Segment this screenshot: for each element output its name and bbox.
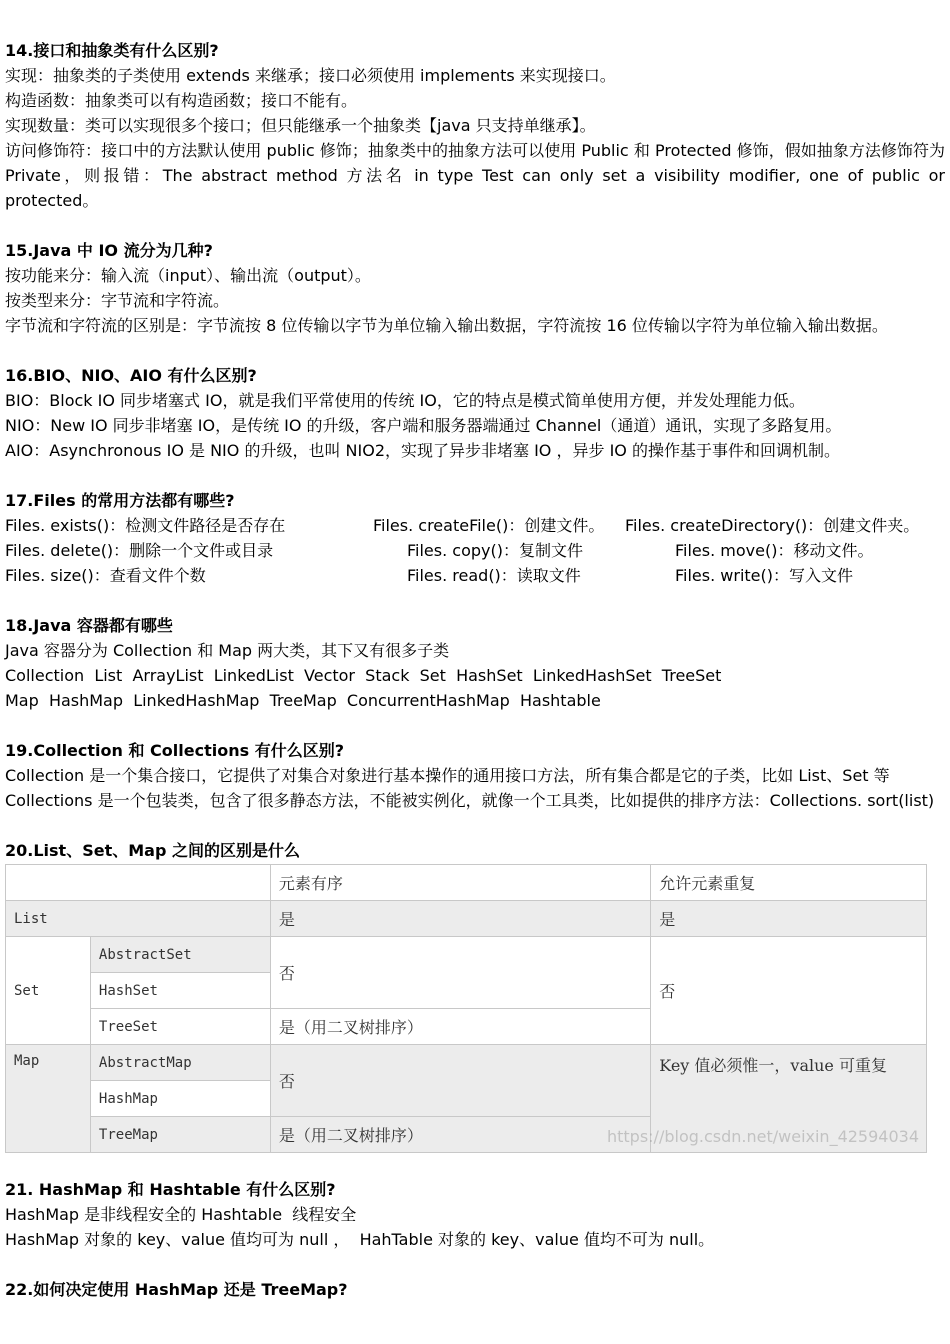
section-17-title: 17.Files 的常用方法都有哪些? [5, 491, 235, 510]
table-subtype-cell: AbstractMap [90, 1045, 270, 1081]
table-cell: 是 [651, 901, 927, 937]
files-method: Files. delete()：删除一个文件或目录 [5, 541, 274, 560]
section-14-title: 14.接口和抽象类有什么区别? [5, 41, 219, 60]
files-method: Files. size()：查看文件个数 [5, 566, 206, 585]
section-18-line: Java 容器分为 Collection 和 Map 两大类，其下又有很多子类 [5, 641, 450, 660]
table-subtype-cell: HashSet [90, 973, 270, 1009]
section-21-line: HashMap 对象的 key、value 值均可为 null ， HahTable 对象的 key、value 值均不可为 null。 [5, 1230, 715, 1249]
section-19-title: 19.Collection 和 Collections 有什么区别? [5, 741, 344, 760]
section-22-title: 22.如何决定使用 HashMap 还是 TreeMap? [5, 1280, 348, 1299]
section-15-line: 按功能来分：输入流（input）、输出流（output）。 [5, 266, 371, 285]
section-14-line: 构造函数：抽象类可以有构造函数；接口不能有。 [5, 91, 358, 110]
table-cell: 是（用二叉树排序） [270, 1009, 650, 1045]
section-20-title: 20.List、Set、Map 之间的区别是什么 [5, 841, 300, 860]
section-18-title: 18.Java 容器都有哪些 [5, 616, 173, 635]
table-cell: 是（用二叉树排序） [270, 1117, 650, 1153]
section-15-line: 字节流和字符流的区别是：字节流按 8 位传输以字节为单位输入输出数据，字符流按 16 位传输以字符为单位输入输出数据。 [5, 316, 888, 335]
table-cell: 是 [270, 901, 650, 937]
section-21-title: 21. HashMap 和 Hashtable 有什么区别? [5, 1180, 336, 1199]
table-cell: 否 [270, 1045, 650, 1117]
section-16-line: BIO：Block IO 同步堵塞式 IO，就是我们平常使用的传统 IO，它的特点是模式简单使用方便，并发处理能力低。 [5, 391, 805, 410]
section-16-line: AIO：Asynchronous IO 是 NIO 的升级，也叫 NIO2，实现了异步非堵塞 IO ，异步 IO 的操作基于事件和回调机制。 [5, 441, 840, 460]
table-subtype-cell: TreeSet [90, 1009, 270, 1045]
section-18-line: Map HashMap LinkedHashMap TreeMap ConcurrentHashMap Hashtable [5, 691, 601, 710]
section-15-title: 15.Java 中 IO 流分为几种? [5, 241, 213, 260]
table-cell: 否 [651, 937, 927, 1045]
table-header-cell: 允许元素重复 [651, 865, 927, 901]
table-subtype-cell: HashMap [90, 1081, 270, 1117]
table-row-label: Map [6, 1045, 91, 1153]
files-methods-row [5, 563, 945, 588]
comparison-table [5, 864, 927, 1153]
table-cell: 否 [270, 937, 650, 1009]
table-subtype-cell: AbstractSet [90, 937, 270, 973]
section-15-line: 按类型来分：字节流和字符流。 [5, 291, 230, 310]
section-14-paragraph: 访问修饰符：接口中的方法默认使用 public 修饰；抽象类中的抽象方法可以使用 Public 和 Protected 修饰，假如抽象方法修饰符为 Private，则报错：The abstract method 方法名 in type Test can only set a visibility modifier, one of public or protected。 [5, 141, 945, 210]
table-subtype-cell: TreeMap [90, 1117, 270, 1153]
files-method: Files. createFile()：创建文件。 [373, 516, 605, 535]
files-method: Files. createDirectory()：创建文件夹。 [625, 516, 920, 535]
table-corner-cell [6, 865, 271, 901]
files-method: Files. move()：移动文件。 [675, 541, 874, 560]
files-method: Files. write()：写入文件 [675, 566, 853, 585]
section-14-line: 实现：抽象类的子类使用 extends 来继承；接口必须使用 implements 来实现接口。 [5, 66, 616, 85]
files-methods-row [5, 538, 945, 563]
files-method: Files. read()：读取文件 [407, 566, 581, 585]
files-method: Files. copy()：复制文件 [407, 541, 583, 560]
section-18-line: Collection List ArrayList LinkedList Vector Stack Set HashSet LinkedHashSet TreeSet [5, 666, 722, 685]
section-19-paragraph: Collections 是一个包装类，包含了很多静态方法，不能被实例化，就像一个工具类，比如提供的排序方法：Collections. sort(list) [5, 791, 935, 810]
section-16-title: 16.BIO、NIO、AIO 有什么区别? [5, 366, 257, 385]
comparison-table-image [5, 864, 927, 1152]
table-row-label: Set [6, 937, 91, 1045]
table-row-label: List [6, 901, 271, 937]
watermark-text: https://blog.csdn.net/weixin_42594034 [606, 1127, 919, 1146]
section-16-line: NIO：New IO 同步非堵塞 IO，是传统 IO 的升级，客户端和服务器端通过 Channel（通道）通讯，实现了多路复用。 [5, 416, 842, 435]
table-cell: Key 值必须惟一，value 可重复 [651, 1045, 927, 1153]
table-header-cell: 元素有序 [270, 865, 650, 901]
section-21-line: HashMap 是非线程安全的 Hashtable 线程安全 [5, 1205, 357, 1224]
files-methods-row [5, 513, 945, 538]
section-14-line: 实现数量：类可以实现很多个接口；但只能继承一个抽象类【java 只支持单继承】。 [5, 116, 596, 135]
section-19-paragraph: Collection 是一个集合接口，它提供了对集合对象进行基本操作的通用接口方法，所有集合都是它的子类，比如 List、Set 等 [5, 766, 890, 785]
files-method: Files. exists()：检测文件路径是否存在 [5, 516, 286, 535]
document-page [5, 38, 945, 1302]
